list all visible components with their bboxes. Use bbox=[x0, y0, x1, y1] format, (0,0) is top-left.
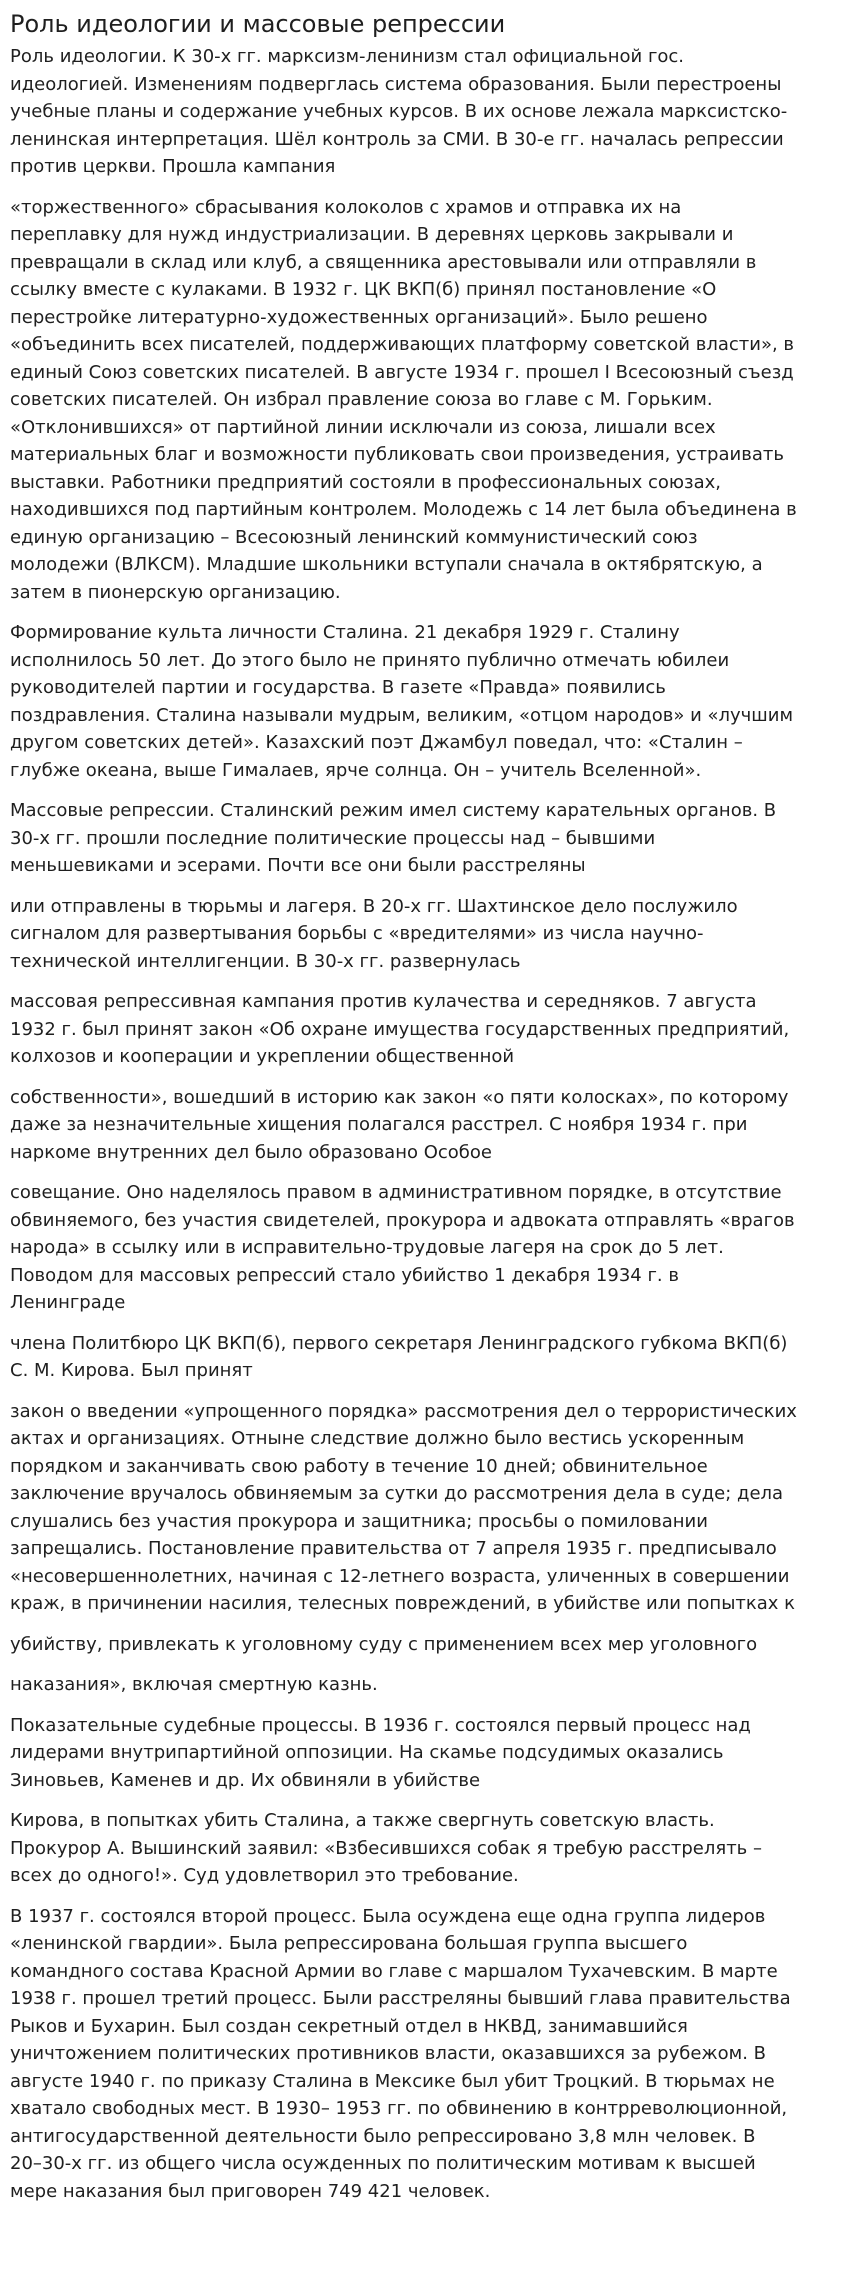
paragraph-five-spikelets-law: собственности», вошедший в историю как закон «о пяти колосках», по которому даже за незначительные хищения полагался расстрел. С ноября 1934 г. при наркоме внутренних дел было образовано Особое bbox=[10, 1086, 789, 1163]
paragraph-mass-repressions: Массовые репрессии. Сталинский режим имел систему карательных органов. В 30-х гг. прошли последние политические процессы над – бывшими меньшевиками и эсерами. Почти все они были расстреляны bbox=[10, 800, 777, 876]
paragraph-vyshinsky: Кирова, в попытках убить Сталина, а также свергнуть советскую власть. Прокурор А. Вышинский заявил: «Взбесившихся собак я требую расстрелять – всех до одного!». Суд удовлетворил это требование. bbox=[10, 1810, 763, 1886]
paragraph-second-and-third-trials: В 1937 г. состоялся второй процесс. Была осуждена еще одна группа лидеров «ленинской гвардии». Была репрессирована большая группа высшего командного состава Красной Армии во главе с маршалом Тухачевским. В марте 1938 г. прошел третий процесс. Были расстреляны бывший глава правительства Рыков и Бухарин. Был создан секретный отдел в НКВД, занимавшийся уничтожением политических противников власти, оказавшихся за рубежом. В августе 1940 г. по приказу Сталина в Мексике был убит Троцкий. В тюрьмах не хватало свободных мест. В 1930– 1953 гг. по обвинению в контрреволюционной, антигосударственной деятельности было репрессировано 3,8 млн человек. В 20–30-х гг. из общего числа осужденных по политическим мотивам к высшей мере наказания был приговорен 749 421 человек. bbox=[10, 1905, 791, 2202]
paragraph-ideology: Роль идеологии. К 30-х гг. марксизм-ленинизм стал официальной гос. идеологией. Изменениям подверглась система образования. Были перестроены учебные планы и содержание учебных курсов. В их основе лежала марксистско- ленинская интерпретация. Шёл контроль за СМИ. В 30-е гг. началась репрессии против церкви. Прошла кампания bbox=[10, 46, 788, 177]
paragraph-cult-of-personality: Формирование культа личности Сталина. 21 декабря 1929 г. Сталину исполнилось 50 лет. До этого было не принято публично отмечать юбилеи руководителей партии и государства. В газете «Правда» появились поздравления. Сталина называли мудрым, великим, «отцом народов» и «лучшим другом советских детей». Казахский поэт Джамбул поведал, что: «Сталин – глубже океана, выше Гималаев, ярче солнца. Он – учитель Вселенной». bbox=[10, 622, 794, 781]
paragraph-death-penalty: наказания», включая смертную казнь. bbox=[10, 1674, 378, 1695]
paragraph-show-trials: Показательные судебные процессы. В 1936 г. состоялся первый процесс над лидерами внутрипартийной оппозиции. На скамье подсудимых оказались Зиновьев, Каменев и др. Их обвиняли в убийстве bbox=[10, 1714, 751, 1791]
paragraph-simplified-procedure: закон о введении «упрощенного порядка» рассмотрения дел о террористических актах и организациях. Отныне следствие должно было вестись ускоренным порядком и заканчивать свою работу в течение 10 дней; обвинительное заключение вручалось обвиняемым за сутки до рассмотрения дела в суде; дела слушались без участия прокурора и защитника; просьбы о помиловании запрещались. Постановление правительства от 7 апреля 1935 г. предписывало «несовершеннолетних, начиная с 12-летнего возраста, уличенных в совершении краж, в причинении насилия, телесных повреждений, в убийстве или попытках к bbox=[10, 1400, 797, 1614]
paragraph-kulak-campaign: массовая репрессивная кампания против кулачества и середняков. 7 августа 1932 г. был принят закон «Об охране имущества государственных предприятий, колхозов и кооперации и укреплении общественной bbox=[10, 991, 790, 1067]
paragraph-criminal-prosecution: убийству, привлекать к уголовному суду с применением всех мер уголовного bbox=[10, 1633, 758, 1655]
paragraph-shakhty-case: или отправлены в тюрьмы и лагеря. В 20-х гг. Шахтинское дело послужило сигналом для развертывания борьбы с «вредителями» из числа научно- технической интеллигенции. В 30-х гг. развернулась bbox=[10, 895, 738, 972]
paragraph-special-council: совещание. Оно наделялось правом в административном порядке, в отсутствие обвиняемого, без участия свидетелей, прокурора и адвоката отправлять «врагов народа» в ссылку или в исправительно-трудовые лагеря на срок до 5 лет. Поводом для массовых репрессий стало убийство 1 декабря 1934 г. в Ленинграде bbox=[10, 1182, 795, 1313]
page-title: Роль идеологии и массовые репрессии bbox=[10, 10, 506, 38]
document-body bbox=[10, 43, 835, 2205]
paragraph-church-and-culture: «торжественного» сбрасывания колоколов с храмов и отправка их на переплавку для нужд индустриализации. В деревнях церковь закрывали и превращали в склад или клуб, а священника арестовывали или отправляли в ссылку вместе с кулаками. В 1932 г. ЦК ВКП(б) принял постановление «О перестройке литературно-художественных организаций». Было решено «объединить всех писателей, поддерживающих платформу советской власти», в единый Союз советских писателей. В августе 1934 г. прошел I Всесоюзный съезд советских писателей. Он избрал правление союза во главе с М. Горьким. «Отклонившихся» от партийной линии исключали из союза, лишали всех материальных благ и возможности публиковать свои произведения, устраивать выставки. Работники предприятий состояли в профессиональных союзах, находившихся под партийным контролем. Молодежь с 14 лет была объединена в единую организацию – Всесоюзный ленинский коммунистический союз молодежи (ВЛКСМ). Младшие школьники вступали сначала в октябрятскую, а затем в пионерскую организацию. bbox=[10, 196, 797, 603]
paragraph-kirov: члена Политбюро ЦК ВКП(б), первого секретаря Ленинградского губкома ВКП(б) С. М. Кирова. Был принят bbox=[10, 1332, 788, 1381]
